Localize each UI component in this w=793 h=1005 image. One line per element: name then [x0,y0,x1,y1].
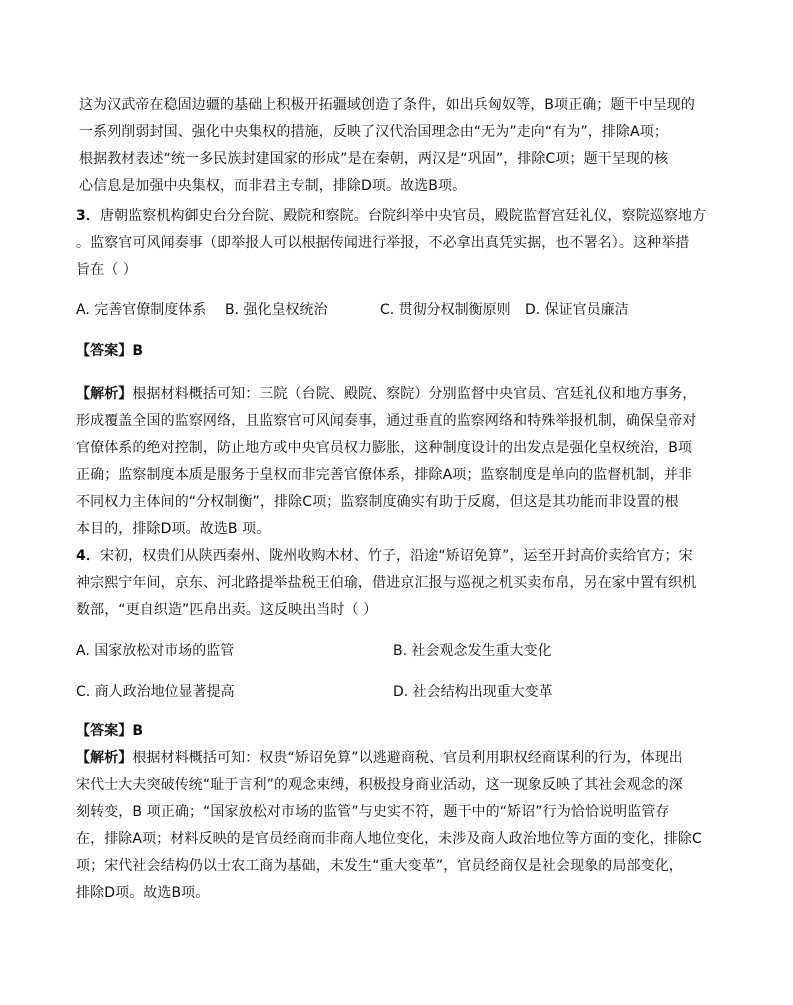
q3-stem-line-3: 旨在（ ） [76,262,137,278]
q4-analysis-line-1 [76,748,726,768]
q3-option-c: C. 贯彻分权制衡原则 [380,302,511,318]
q3-analysis-line: 不同权力主体间的“分权制衡”，排除C项；监察制度确实有助于反腐，但这是其功能而非设置的根 [76,494,679,510]
q3-option-b: B. 强化皇权统治 [225,302,328,318]
q3-analysis-line: 正确；监察制度本质是服务于皇权而非完善官僚体系，排除A项；监察制度是单向的监督机制，并非 [76,467,692,483]
q3-analysis-line-1 [76,384,726,404]
q4-analysis-line: 宋代士大夫突破传统“耻于言利”的观念束缚，积极投身商业活动，这一现象反映了其社会观念的深 [76,777,683,793]
q4-stem-line-2: 神宗熙宁年间，京东、河北路提举盐税王伯瑜，借进京汇报与巡视之机买卖布帛，另在家中置有织机 [76,575,697,591]
q4-stem-text: 宋初，权贵们从陕西秦州、陇州收购木材、竹子，沿途“矫诏免算”，运至开封高价卖给官方；宋 [99,548,693,564]
q4-answer [76,721,726,741]
q4-analysis-line: 刻转变，B 项正确；“国家放松对市场的监管”与史实不符，题干中的“矫诏”行为恰恰说明监管存 [76,804,670,820]
q4-analysis-line: 排除D项。故选B项。 [76,885,210,901]
q3-analysis-text: 根据材料概括可知：三院（台院、殿院、察院）分别监督中央官员、宫廷礼仪和地方事务， [132,386,697,402]
q3-stem-line-1 [76,206,726,226]
q4-analysis-line: 在，排除A项；材料反映的是官员经商而非商人地位变化，未涉及商人政治地位等方面的变化，排除C [76,831,702,847]
answer-value: B [132,343,144,359]
q3-analysis-line: 本目的，排除D项。故选B 项。 [76,521,271,537]
q4-option-a: A. 国家放松对市场的监管 [76,643,235,659]
q3-analysis-line: 官僚体系的绝对控制，防止地方或中央官员权力膨胀，这种制度设计的出发点是强化皇权统治，B项 [76,440,693,456]
q3-stem-line-2: 。监察官可风闻奏事（即举报人可以根据传闻进行举报，不必拿出真凭实据，也不署名）。这种举措 [76,235,690,251]
answer-label: 【答案】 [76,343,133,359]
q3-stem-text: 唐朝监察机构御史台分台院、殿院和察院。台院纠举中央官员，殿院监督宫廷礼仪，察院巡察地方 [99,208,707,224]
q4-analysis-text: 根据材料概括可知：权贵“矫诏免算”以逃避商税、官员利用职权经商谋利的行为，体现出 [132,750,683,766]
q4-option-b: B. 社会观念发生重大变化 [393,643,552,659]
answer-label: 【答案】 [76,723,133,739]
q4-stem-line-3: 数部，“更自织造”匹帛出卖。这反映出当时（ ） [76,602,378,618]
answer-value: B [132,723,144,739]
q4-number: 4． [76,548,100,564]
analysis-label: 【解析】 [76,750,133,766]
q3-option-a: A. 完善官僚制度体系 [76,302,207,318]
q3-number: 3． [76,208,100,224]
q3-answer [76,341,726,361]
q2-analysis-line: 心信息是加强中央集权，而非君主专制，排除D项。故选B项。 [79,178,467,194]
q2-analysis-line: 根据教材表述“统一多民族封建国家的形成”是在秦朝，两汉是“巩固”，排除C项；题干呈现的核 [79,151,669,167]
q4-option-c: C. 商人政治地位显著提高 [76,684,235,700]
q4-stem-line-1 [76,546,726,566]
q3-analysis-line: 形成覆盖全国的监察网络，且监察官可风闻奏事，通过垂直的监察网络和特殊举报机制，确保皇帝对 [76,413,697,429]
q4-analysis-line: 项；宋代社会结构仍以士农工商为基础，未发生“重大变革”，官员经商仅是社会现象的局部变化， [76,858,683,874]
q2-analysis-line: 一系列削弱封国、强化中央集权的措施，反映了汉代治国理念由“无为”走向“有为”，排除A项； [79,124,668,140]
q2-analysis-line: 这为汉武帝在稳固边疆的基础上积极开拓疆域创造了条件，如出兵匈奴等，B项正确；题干中呈现的 [79,97,696,113]
q3-option-d: D. 保证官员廉洁 [525,302,629,318]
analysis-label: 【解析】 [76,386,133,402]
q4-option-d: D. 社会结构出现重大变革 [393,684,553,700]
